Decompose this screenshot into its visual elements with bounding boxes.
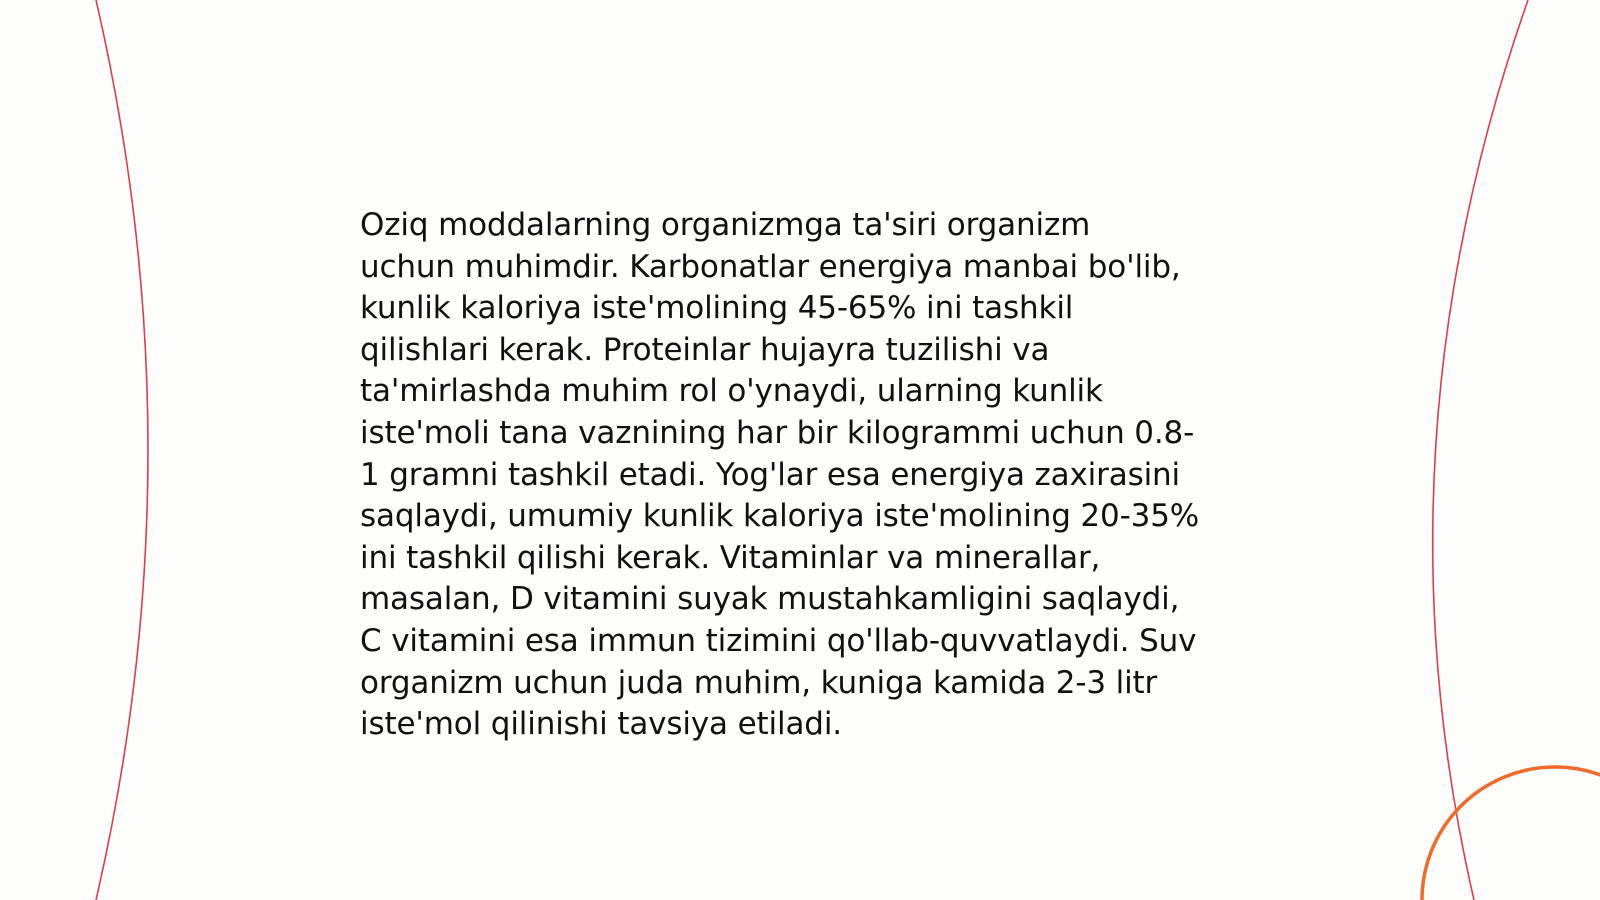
paragraph-line: saqlaydi, umumiy kunlik kaloriya iste'molining 20-35% [360,498,1200,535]
left-curve-line [96,0,148,900]
right-curve-line [1433,0,1528,900]
accent-arc [1422,767,1600,900]
paragraph-line: iste'moli tana vaznining har bir kilogrammi uchun 0.8- [360,414,1195,451]
paragraph-line: organizm uchun juda muhim, kuniga kamida 2-3 litr [360,664,1158,701]
paragraph-line: C vitamini esa immun tizimini qo'llab-quvvatlaydi. Suv [360,622,1197,659]
paragraph-line: kunlik kaloriya iste'molining 45-65% ini tashkil [360,290,1074,327]
paragraph-line: iste'mol qilinishi tavsiya etiladi. [360,706,842,743]
body-paragraph [360,205,1260,746]
paragraph-line: masalan, D vitamini suyak mustahkamligini saqlaydi, [360,581,1180,618]
paragraph-line: ta'mirlashda muhim rol o'ynaydi, ularning kunlik [360,373,1103,410]
paragraph-line: ini tashkil qilishi kerak. Vitaminlar va minerallar, [360,539,1101,576]
paragraph-line: qilishlari kerak. Proteinlar hujayra tuzilishi va [360,331,1050,368]
paragraph-line: Oziq moddalarning organizmga ta'siri organizm [360,207,1091,243]
paragraph-line: uchun muhimdir. Karbonatlar energiya manbai bo'lib, [360,248,1181,285]
paragraph-line: 1 gramni tashkil etadi. Yog'lar esa energiya zaxirasini [360,456,1181,493]
